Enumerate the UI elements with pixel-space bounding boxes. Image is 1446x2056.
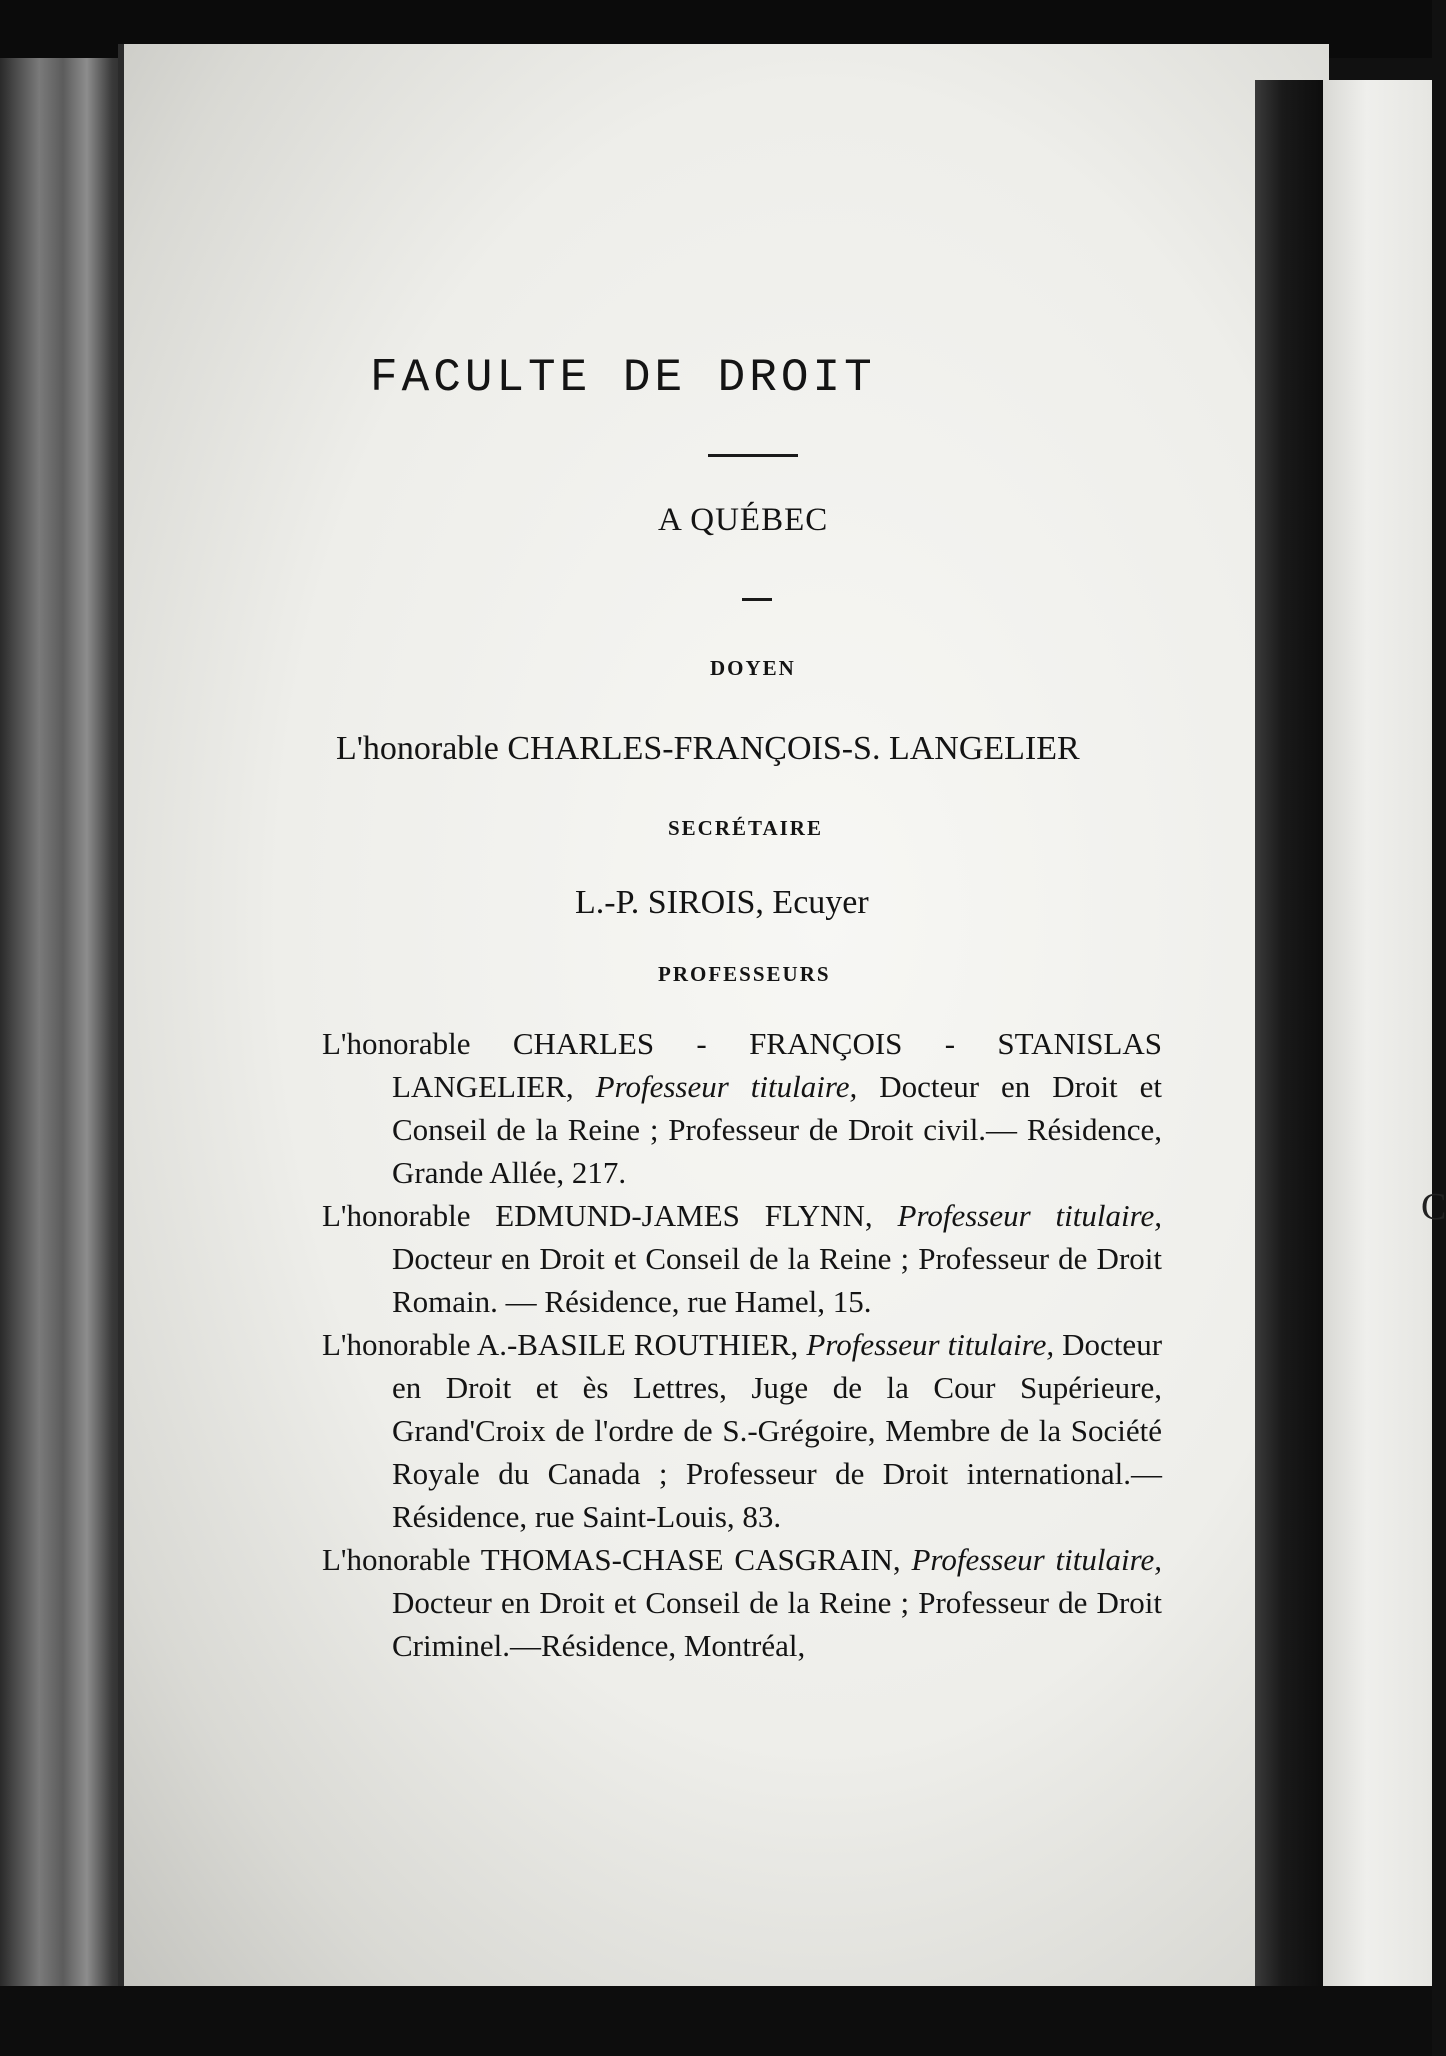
- professeur-entry: [322, 1538, 1162, 1667]
- professeur-title: Professeur titulaire,: [806, 1327, 1055, 1362]
- professeur-details: Docteur en Droit et Conseil de la Reine ; Professeur de Droit Romain. — Résidence, rue Hamel, 15.: [392, 1241, 1162, 1319]
- professeur-details: Docteur en Droit et ès Lettres, Juge de la Cour Supérieure, Grand'Croix de l'ordre de S.-Grégoire, Membre de la Société Royale du Canada ; Professeur de Droit international.—Résidence, rue Saint-Louis, 83.: [392, 1327, 1163, 1534]
- professeurs-label: PROFESSEURS: [658, 962, 831, 986]
- city-heading: A QUÉBEC: [658, 502, 829, 538]
- professeur-entry: [322, 1022, 1162, 1194]
- secretaire-name: L.-P. SIROIS, Ecuyer: [575, 884, 869, 921]
- professeur-entry: [322, 1194, 1162, 1323]
- professeur-details: Docteur en Droit et Conseil de la Reine ; Professeur de Droit Criminel.—Résidence, Montréal,: [392, 1585, 1162, 1663]
- professeur-entry: [322, 1323, 1162, 1538]
- professeur-details: Docteur en Droit et Conseil de la Reine ; Professeur de Droit civil.— Résidence, Grande Allée, 217.: [392, 1069, 1163, 1190]
- professeur-name: L'honorable EDMUND-JAMES FLYNN,: [322, 1198, 873, 1233]
- professeur-name: L'honorable A.-BASILE ROUTHIER,: [322, 1327, 799, 1362]
- city-divider: [742, 598, 772, 601]
- secretaire-label: SECRÉTAIRE: [668, 816, 823, 840]
- page-title: FACULTE DE DROIT: [370, 352, 876, 404]
- title-divider: [708, 454, 798, 457]
- professeur-name: L'honorable THOMAS-CHASE CASGRAIN,: [322, 1542, 901, 1577]
- facing-page-letter: C: [1421, 1186, 1446, 1228]
- professeurs-list: [322, 1022, 1162, 1667]
- professeur-title: Professeur titulaire,: [595, 1069, 858, 1104]
- professeur-name: L'honorable CHARLES - FRANÇOIS - STANISLAS LANGELIER,: [322, 1026, 1162, 1104]
- doyen-name: L'honorable CHARLES-FRANÇOIS-S. LANGELIER: [336, 730, 1080, 767]
- professeur-title: Professeur titulaire,: [911, 1542, 1162, 1577]
- professeur-title: Professeur titulaire,: [897, 1198, 1162, 1233]
- doyen-label: DOYEN: [710, 656, 796, 680]
